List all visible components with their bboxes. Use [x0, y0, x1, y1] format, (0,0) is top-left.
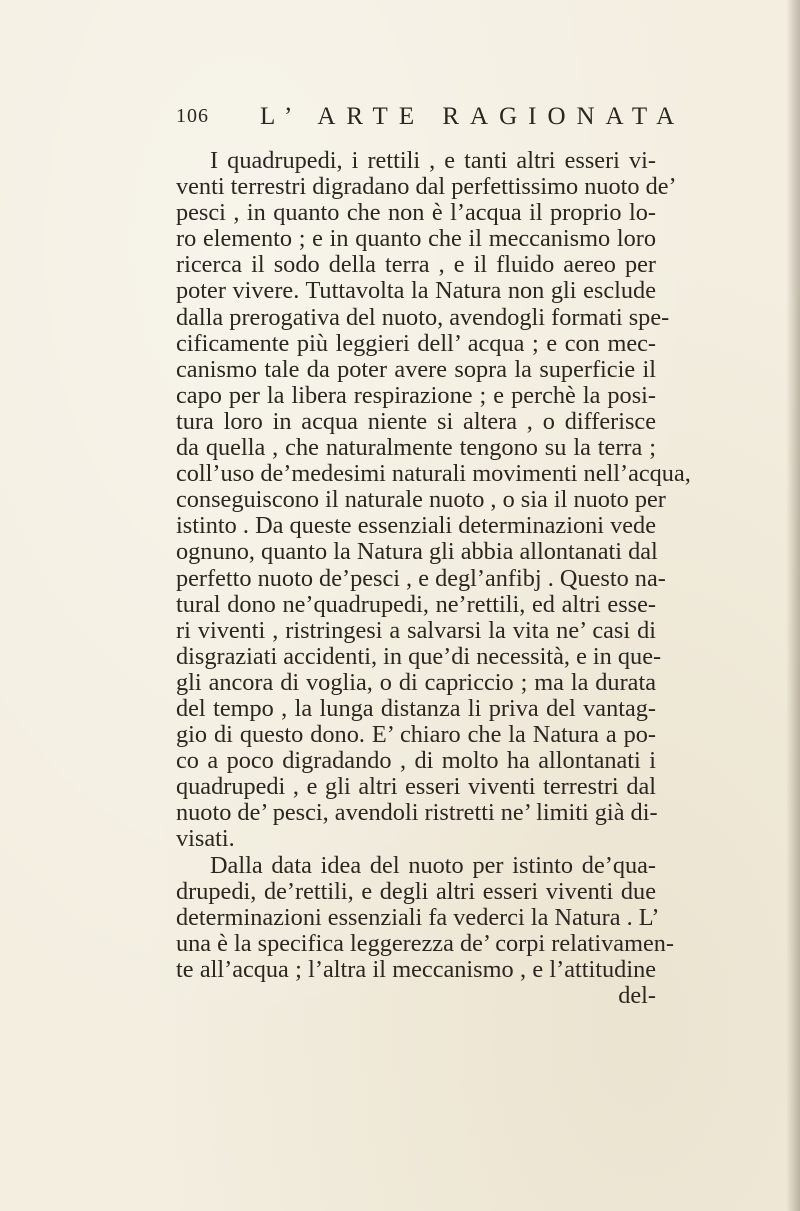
text-line: dalla prerogativa del nuoto, avendogli formati spe-: [176, 303, 670, 331]
text-line: pesci , in quanto che non è l’acqua il proprio lo-: [176, 199, 656, 227]
text-line: capo per la libera respirazione ; e perchè la posi-: [176, 381, 656, 409]
text-line: cificamente più leggieri dell’ acqua ; e con mec-: [176, 329, 656, 357]
text-line: canismo tale da poter avere sopra la superficie il: [176, 355, 656, 383]
text-line: perfetto nuoto de’pesci , e degl’anfibj . Questo na-: [176, 564, 666, 592]
text-line: venti terrestri digradano dal perfettissimo nuoto de’: [176, 173, 677, 201]
text-line: nuoto de’ pesci, avendoli ristretti ne’ limiti già di-: [176, 799, 658, 827]
text-line: conseguiscono il naturale nuoto , o sia il nuoto per: [176, 486, 666, 514]
text-line: ro elemento ; e in quanto che il meccanismo loro: [176, 225, 656, 253]
text-line: ricerca il sodo della terra , e il fluido aereo per: [176, 251, 656, 279]
text-line: tura loro in acqua niente si altera , o differisce: [176, 407, 656, 435]
paragraph-1: [176, 147, 691, 853]
body-text: [176, 147, 691, 1009]
text-line: tural dono ne’quadrupedi, ne’rettili, ed altri esse-: [176, 590, 656, 618]
text-line: una è la specifica leggerezza de’ corpi relativamen-: [176, 929, 675, 957]
text-line: istinto . Da queste essenziali determinazioni vede: [176, 512, 656, 540]
text-line: co a poco digradando , di molto ha allontanati i: [176, 747, 656, 775]
text-line: gio di questo dono. E’ chiaro che la Natura a po-: [176, 721, 656, 749]
text-line: visati.: [176, 825, 235, 853]
text-line: determinazioni essenziali fa vederci la Natura . L’: [176, 903, 660, 931]
text-line: poter vivere. Tuttavolta la Natura non gli esclude: [176, 277, 656, 305]
page-edge-shadow: [786, 0, 800, 1211]
text-line: I quadrupedi, i rettili , e tanti altri esseri vi-: [210, 147, 656, 174]
text-line: disgraziati accidenti, in que’di necessità, e in que-: [176, 642, 662, 670]
text-line: Dalla data idea del nuoto per istinto de’qua-: [210, 851, 656, 879]
paragraph-2: [176, 851, 675, 983]
running-title: L’ ARTE RAGIONATA: [260, 103, 686, 130]
text-line: coll’uso de’medesimi naturali movimenti nell’acqua,: [176, 460, 691, 488]
page-number: 106: [176, 105, 209, 127]
text-line: da quella , che naturalmente tengono su la terra ;: [176, 434, 656, 462]
text-line: gli ancora di voglia, o di capriccio ; ma la durata: [176, 668, 656, 696]
text-line: ri viventi , ristringesi a salvarsi la vita ne’ casi di: [176, 616, 656, 644]
text-line: quadrupedi , e gli altri esseri viventi terrestri dal: [176, 773, 656, 801]
text-line: te all’acqua ; l’altra il meccanismo , e l’attitudine: [176, 955, 656, 983]
page-header: [176, 103, 686, 135]
text-line: ognuno, quanto la Natura gli abbia allontanati dal: [176, 538, 658, 566]
text-line: drupedi, de’rettili, e degli altri esseri viventi due: [176, 877, 656, 905]
text-line: del tempo , la lunga distanza li priva del vantag-: [176, 694, 656, 722]
catchword: del-: [618, 982, 656, 1009]
